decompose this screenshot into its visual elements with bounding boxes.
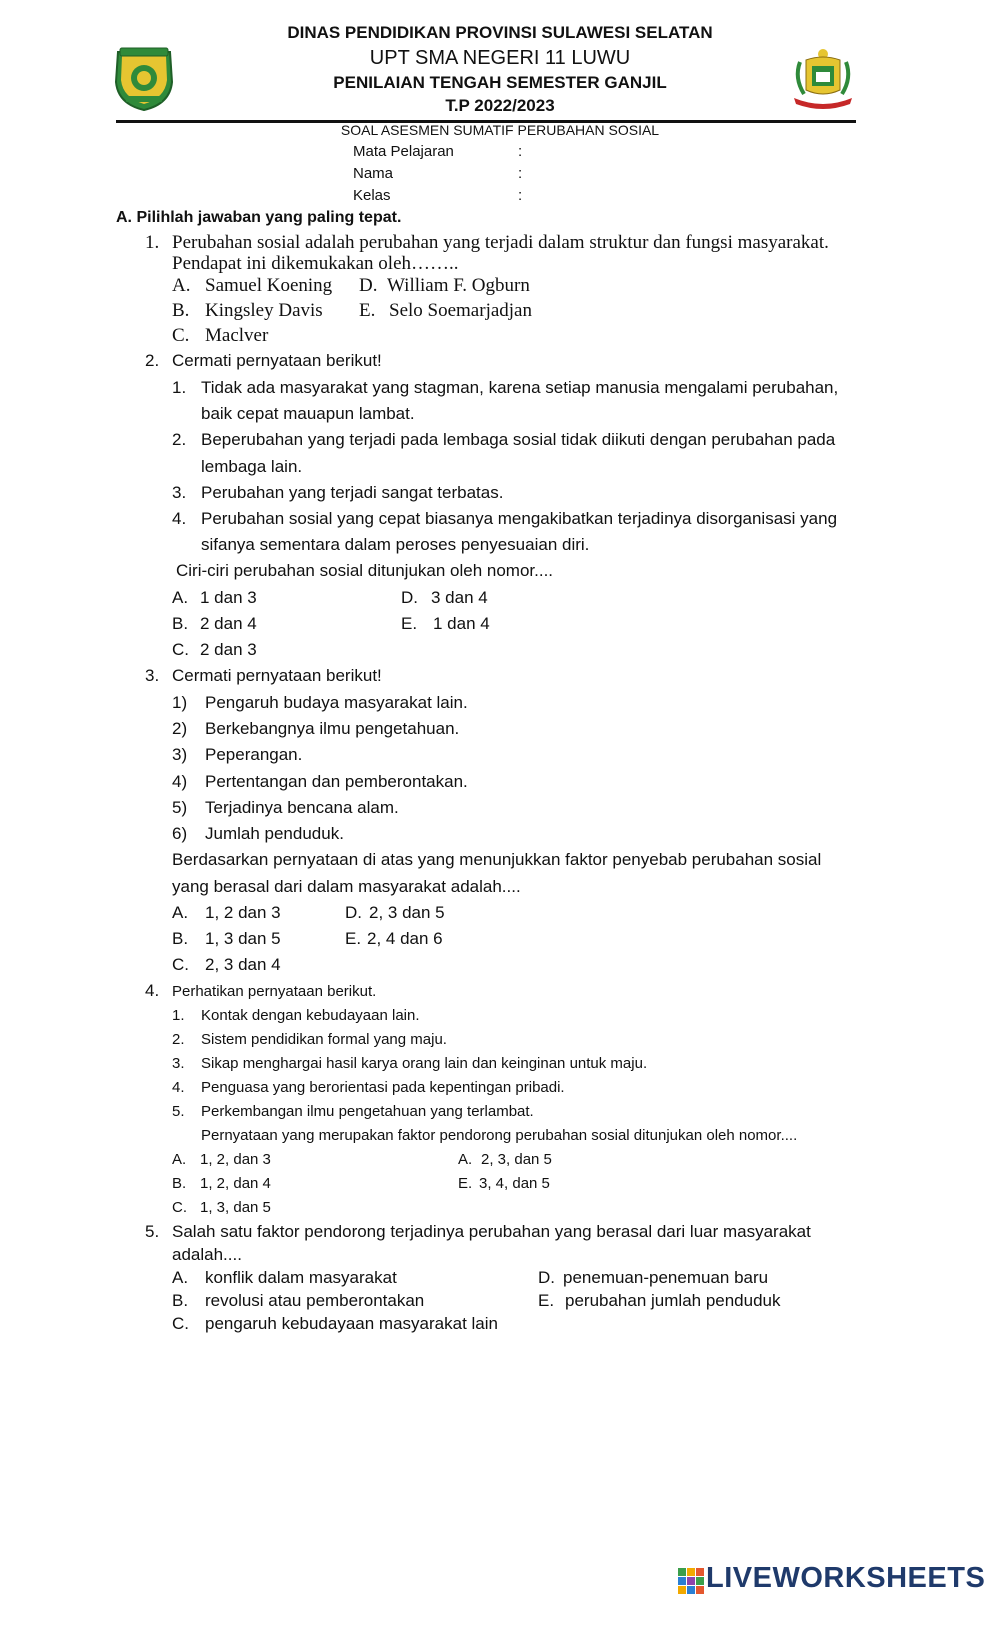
q4-item-1-num: 1.: [172, 1007, 185, 1024]
q4-option-c[interactable]: 1, 3, dan 5: [200, 1199, 271, 1216]
q2-item-2-num: 2.: [172, 430, 187, 449]
q3-option-d[interactable]: 2, 3 dan 5: [369, 903, 445, 922]
q4-item-4: Penguasa yang berorientasi pada kepentingan pribadi.: [201, 1079, 565, 1096]
q1-option-c-label: C.: [172, 325, 190, 346]
q2-intro: Cermati pernyataan berikut!: [172, 351, 382, 370]
header-year: T.P 2022/2023: [445, 96, 555, 115]
q5-option-b-label: B.: [172, 1291, 189, 1310]
q2-question: Ciri-ciri perubahan sosial ditunjukan oleh nomor....: [176, 561, 554, 580]
header-agency: DINAS PENDIDIKAN PROVINSI SULAWESI SELATAN: [287, 23, 713, 42]
q5-option-c-label: C.: [172, 1314, 189, 1333]
q3-option-b-label: B.: [172, 929, 189, 948]
q2-item-4-num: 4.: [172, 509, 187, 528]
field-subject-label: Mata Pelajaran: [353, 143, 454, 160]
q4-item-3-num: 3.: [172, 1055, 185, 1072]
q5-option-e-label: E.: [538, 1291, 555, 1310]
q2-option-d[interactable]: 3 dan 4: [431, 588, 488, 607]
q4-option-a2[interactable]: 2, 3, dan 5: [481, 1151, 552, 1168]
header-school: UPT SMA NEGERI 11 LUWU: [369, 47, 631, 69]
q3-option-e-label: E.: [345, 929, 362, 948]
q3-option-c[interactable]: 2, 3 dan 4: [205, 955, 281, 974]
q5-option-b[interactable]: revolusi atau pemberontakan: [205, 1291, 425, 1310]
q2-item-2-line2: lembaga lain.: [201, 457, 303, 476]
province-emblem: [790, 44, 856, 114]
q2-option-a-label: A.: [172, 588, 189, 607]
field-class-label: Kelas: [353, 187, 391, 204]
q1-option-b[interactable]: Kingsley Davis: [205, 300, 323, 321]
q4-item-5-num: 5.: [172, 1103, 185, 1120]
q5-option-a-label: A.: [172, 1268, 189, 1287]
q3-question-line1: Berdasarkan pernyataan di atas yang menunjukkan faktor penyebab perubahan sosial: [172, 850, 822, 869]
q4-item-2: Sistem pendidikan formal yang maju.: [201, 1031, 447, 1048]
q3-option-e[interactable]: 2, 4 dan 6: [367, 929, 443, 948]
field-subject-colon: :: [518, 143, 523, 160]
q3-item-3: Peperangan.: [205, 745, 303, 764]
q5-option-d[interactable]: penemuan-penemuan baru: [563, 1268, 769, 1287]
q2-option-b[interactable]: 2 dan 4: [200, 614, 257, 633]
q2-option-e[interactable]: 1 dan 4: [433, 614, 490, 633]
q4-option-e-label: E.: [458, 1175, 473, 1192]
q5-number: 5.: [145, 1222, 160, 1241]
q2-option-b-label: B.: [172, 614, 189, 633]
q4-option-b[interactable]: 1, 2, dan 4: [200, 1175, 271, 1192]
header-exam: PENILAIAN TENGAH SEMESTER GANJIL: [333, 73, 667, 92]
q3-item-4-num: 4): [172, 772, 188, 791]
q3-item-1: Pengaruh budaya masyarakat lain.: [205, 693, 468, 712]
field-name-colon: :: [518, 165, 523, 182]
q3-item-2-num: 2): [172, 719, 188, 738]
q4-item-3: Sikap menghargai hasil karya orang lain dan keinginan untuk maju.: [201, 1055, 648, 1072]
q2-item-3-num: 3.: [172, 483, 187, 502]
field-class-colon: :: [518, 187, 523, 204]
q1-option-a-label: A.: [172, 275, 191, 296]
q3-option-a[interactable]: 1, 2 dan 3: [205, 903, 281, 922]
school-logo: [112, 46, 176, 112]
q1-option-d[interactable]: William F. Ogburn: [387, 275, 530, 296]
q4-option-a[interactable]: 1, 2, dan 3: [200, 1151, 271, 1168]
exam-subtitle: SOAL ASESMEN SUMATIF PERUBAHAN SOSIAL: [340, 122, 660, 138]
q3-intro: Cermati pernyataan berikut!: [172, 666, 382, 685]
q1-text-line2: Pendapat ini dikemukakan oleh……..: [172, 253, 459, 274]
q2-option-d-label: D.: [401, 588, 418, 607]
q1-option-b-label: B.: [172, 300, 190, 321]
q2-option-a[interactable]: 1 dan 3: [200, 588, 257, 607]
q3-item-2: Berkebangnya ilmu pengetahuan.: [205, 719, 460, 738]
q1-text-line1: Perubahan sosial adalah perubahan yang terjadi dalam struktur dan fungsi masyarakat.: [172, 232, 829, 253]
q3-item-5-num: 5): [172, 798, 188, 817]
q3-number: 3.: [145, 666, 160, 685]
q3-item-3-num: 3): [172, 745, 188, 764]
liveworksheets-brand[interactable]: LIVEWORKSHEETS: [706, 1562, 986, 1594]
q3-question-line2: yang berasal dari dalam masyarakat adalah....: [172, 877, 521, 896]
q5-option-a[interactable]: konflik dalam masyarakat: [205, 1268, 397, 1287]
q1-option-c[interactable]: Maclver: [205, 325, 269, 346]
q2-number: 2.: [145, 351, 160, 370]
q4-option-e[interactable]: 3, 4, dan 5: [479, 1175, 550, 1192]
q4-question: Pernyataan yang merupakan faktor pendorong perubahan sosial ditunjukan oleh nomor....: [201, 1127, 798, 1144]
q4-option-b-label: B.: [172, 1175, 187, 1192]
q3-option-d-label: D.: [345, 903, 362, 922]
q4-number: 4.: [145, 981, 160, 1000]
q2-item-1-line2: baik cepat mauapun lambat.: [201, 404, 415, 423]
q3-item-6-num: 6): [172, 824, 188, 843]
q1-number: 1.: [145, 232, 160, 253]
q1-option-a[interactable]: Samuel Koening: [205, 275, 333, 296]
field-name-label: Nama: [353, 165, 394, 182]
q4-item-1: Kontak dengan kebudayaan lain.: [201, 1007, 420, 1024]
q3-option-a-label: A.: [172, 903, 189, 922]
q4-intro: Perhatikan pernyataan berikut.: [172, 983, 377, 1000]
section-a-instruction: A. Pilihlah jawaban yang paling tepat.: [116, 209, 402, 226]
q2-option-c-label: C.: [172, 640, 189, 659]
q1-option-d-label: D.: [359, 275, 378, 296]
q4-item-5: Perkembangan ilmu pengetahuan yang terlambat.: [201, 1103, 534, 1120]
q5-option-c[interactable]: pengaruh kebudayaan masyarakat lain: [205, 1314, 498, 1333]
q2-item-4-line2: sifanya sementara dalam peroses penyesuaian diri.: [201, 535, 590, 554]
q3-item-5: Terjadinya bencana alam.: [205, 798, 399, 817]
q5-text-line2: adalah....: [172, 1245, 242, 1264]
q2-option-c[interactable]: 2 dan 3: [200, 640, 257, 659]
q2-item-1-line1: Tidak ada masyarakat yang stagman, karena setiap manusia mengalami perubahan,: [201, 378, 839, 397]
q5-option-e[interactable]: perubahan jumlah penduduk: [565, 1291, 781, 1310]
q5-text-line1: Salah satu faktor pendorong terjadinya perubahan yang berasal dari luar masyarakat: [172, 1222, 811, 1241]
q2-item-1-num: 1.: [172, 378, 187, 397]
q3-item-6: Jumlah penduduk.: [205, 824, 344, 843]
q5-option-d-label: D.: [538, 1268, 555, 1287]
q2-option-e-label: E.: [401, 614, 418, 633]
q3-option-b[interactable]: 1, 3 dan 5: [205, 929, 281, 948]
liveworksheets-logo-icon: [678, 1568, 704, 1594]
q1-option-e-label: E.: [359, 300, 376, 321]
q3-option-c-label: C.: [172, 955, 189, 974]
q4-option-a2-label: A.: [458, 1151, 473, 1168]
q3-item-4: Pertentangan dan pemberontakan.: [205, 772, 468, 791]
q2-item-4-line1: Perubahan sosial yang cepat biasanya mengakibatkan terjadinya disorganisasi yang: [201, 509, 838, 528]
q1-option-e[interactable]: Selo Soemarjadjan: [389, 300, 532, 321]
q4-option-c-label: C.: [172, 1199, 187, 1216]
q4-option-a-label: A.: [172, 1151, 187, 1168]
q4-item-4-num: 4.: [172, 1079, 185, 1096]
q4-item-2-num: 2.: [172, 1031, 185, 1048]
q3-item-1-num: 1): [172, 693, 188, 712]
q2-item-3-line1: Perubahan yang terjadi sangat terbatas.: [201, 483, 504, 502]
q2-item-2-line1: Beperubahan yang terjadi pada lembaga sosial tidak diikuti dengan perubahan pada: [201, 430, 836, 449]
